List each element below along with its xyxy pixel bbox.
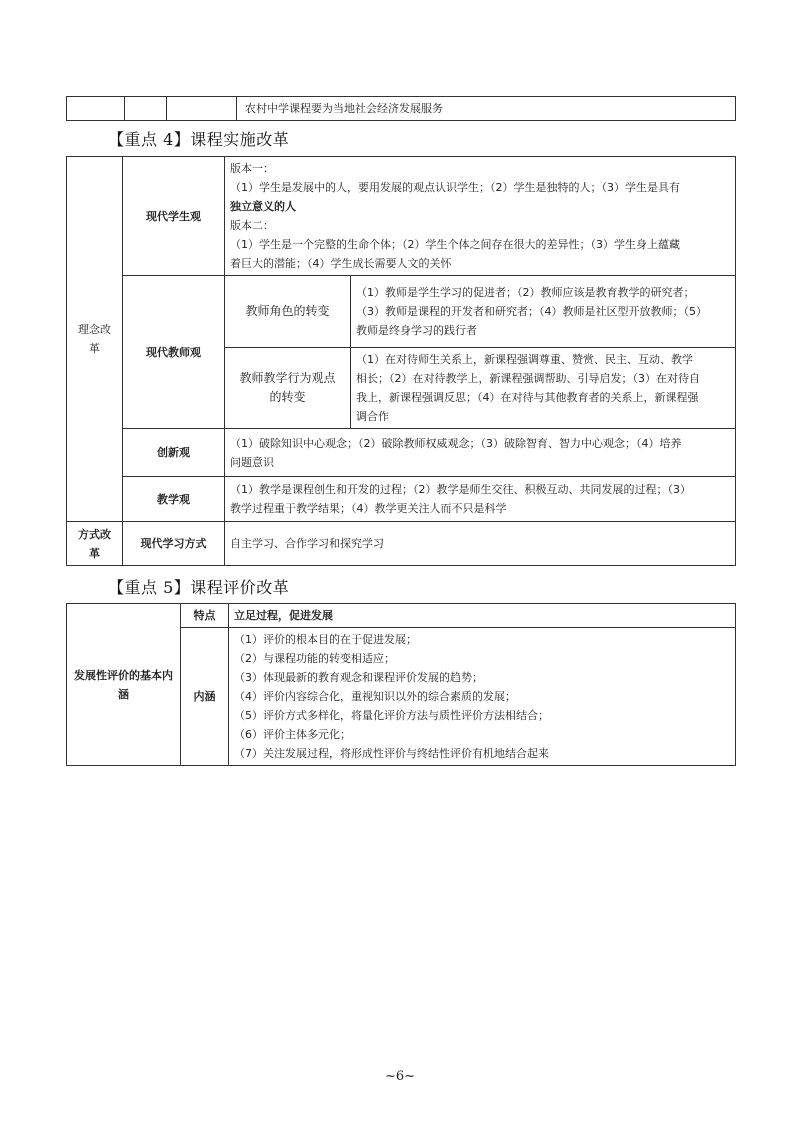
learning-method-content: 自主学习、合作学习和探究学习 — [225, 522, 736, 566]
teacher-view-label: 现代教师观 — [123, 276, 225, 429]
teaching-view-label: 教学观 — [123, 477, 225, 522]
teacher-behavior-text: 教师教学行为观点的转变 — [239, 371, 336, 404]
list-item: （6）评价主体多元化； — [234, 728, 351, 741]
text-line: （1）学生是发展中的人，要用发展的观点认识学生；（2）学生是独特的人；（3）学生是具有 — [230, 181, 680, 194]
list-item: （4）评价内容综合化，重视知识以外的综合素质的发展； — [234, 690, 516, 703]
student-view-label: 现代学生观 — [123, 157, 225, 276]
text-line: 着巨大的潜能；（4）学生成长需要人文的关怀 — [230, 257, 452, 270]
text-line: 教师是终身学习的践行者 — [356, 324, 477, 337]
empty-cell — [125, 97, 167, 121]
teacher-behavior-content — [351, 348, 736, 429]
text-line: （3）教师是课程的开发者和研究者；（4）教师是社区型开放教师；（5） — [356, 305, 707, 318]
text-line: （1）在对待师生关系上，新课程强调尊重、赞赏、民主、互动、教学 — [356, 353, 693, 366]
curriculum-evaluation-table — [66, 603, 736, 766]
text-line: 我上，新课程强调反思；（4）在对待与其他教育者的关系上，新课程强 — [356, 391, 699, 404]
text-line: （1）教学是课程创生和开发的过程；（2）教学是师生交往、积极互动、共同发展的过程；（3） — [230, 483, 691, 496]
text-line: 相长；（2）在对待教学上，新课程强调帮助、引导启发；（3）在对待自 — [356, 372, 700, 385]
innovation-view-content — [225, 429, 736, 477]
text-line: 版本二： — [230, 219, 274, 232]
curriculum-implementation-table — [66, 156, 736, 566]
feature-content: 立足过程，促进发展 — [229, 604, 736, 628]
method-reform-text: 方式改革 — [78, 527, 111, 560]
teacher-behavior-label — [225, 348, 351, 429]
section5-title: 【重点 5】课程评价改革 — [108, 578, 290, 597]
text-line: 独立意义的人 — [230, 200, 296, 213]
list-item: （2）与课程功能的转变相适应； — [234, 652, 395, 665]
evaluation-row-text: 发展性评价的基本内涵 — [74, 668, 173, 701]
section4-title: 【重点 4】课程实施改革 — [108, 130, 290, 149]
text-line: （1）破除知识中心观念；（2）破除教师权威观念；（3）破除智育、智力中心观念；（4）培养 — [230, 436, 682, 450]
text-line: 问题意识 — [230, 455, 274, 469]
connotation-content — [229, 628, 736, 766]
evaluation-row-label — [67, 604, 181, 766]
teacher-role-label: 教师角色的转变 — [225, 276, 351, 348]
empty-cell — [167, 97, 237, 121]
teacher-role-content — [351, 276, 736, 348]
innovation-view-label: 创新观 — [123, 429, 225, 477]
idea-reform-label — [67, 157, 123, 522]
teaching-view-content — [225, 477, 736, 522]
idea-reform-text: 理念改革 — [78, 323, 111, 355]
list-item: （7）关注发展过程，将形成性评价与终结性评价有机地结合起来 — [234, 747, 549, 760]
student-view-content — [225, 157, 736, 276]
text-line: 教学过程重于教学结果；（4）教学更关注人而不只是科学 — [230, 502, 507, 515]
learning-method-label: 现代学习方式 — [123, 522, 225, 566]
continued-table — [66, 96, 736, 121]
text-line: （1）教师是学生学习的促进者；（2）教师应该是教育教学的研究者； — [356, 286, 695, 299]
connotation-label: 内涵 — [181, 628, 229, 766]
method-reform-label — [67, 522, 123, 566]
text-line: （1）学生是一个完整的生命个体；（2）学生个体之间存在很大的差异性；（3）学生身上蕴藏 — [230, 238, 680, 251]
feature-label: 特点 — [181, 604, 229, 628]
text-line: 调合作 — [356, 410, 389, 423]
text-line: 版本一： — [230, 162, 274, 175]
empty-cell — [67, 97, 125, 121]
list-item: （5）评价方式多样化，将量化评价方法与质性评价方法相结合； — [234, 709, 549, 722]
list-item: （1）评价的根本目的在于促进发展； — [234, 633, 417, 646]
list-item: （3）体现最新的教育观念和课程评价发展的趋势； — [234, 671, 483, 684]
top-row-text: 农村中学课程要为当地社会经济发展服务 — [237, 97, 736, 121]
page-number: ~6~ — [384, 1069, 416, 1084]
